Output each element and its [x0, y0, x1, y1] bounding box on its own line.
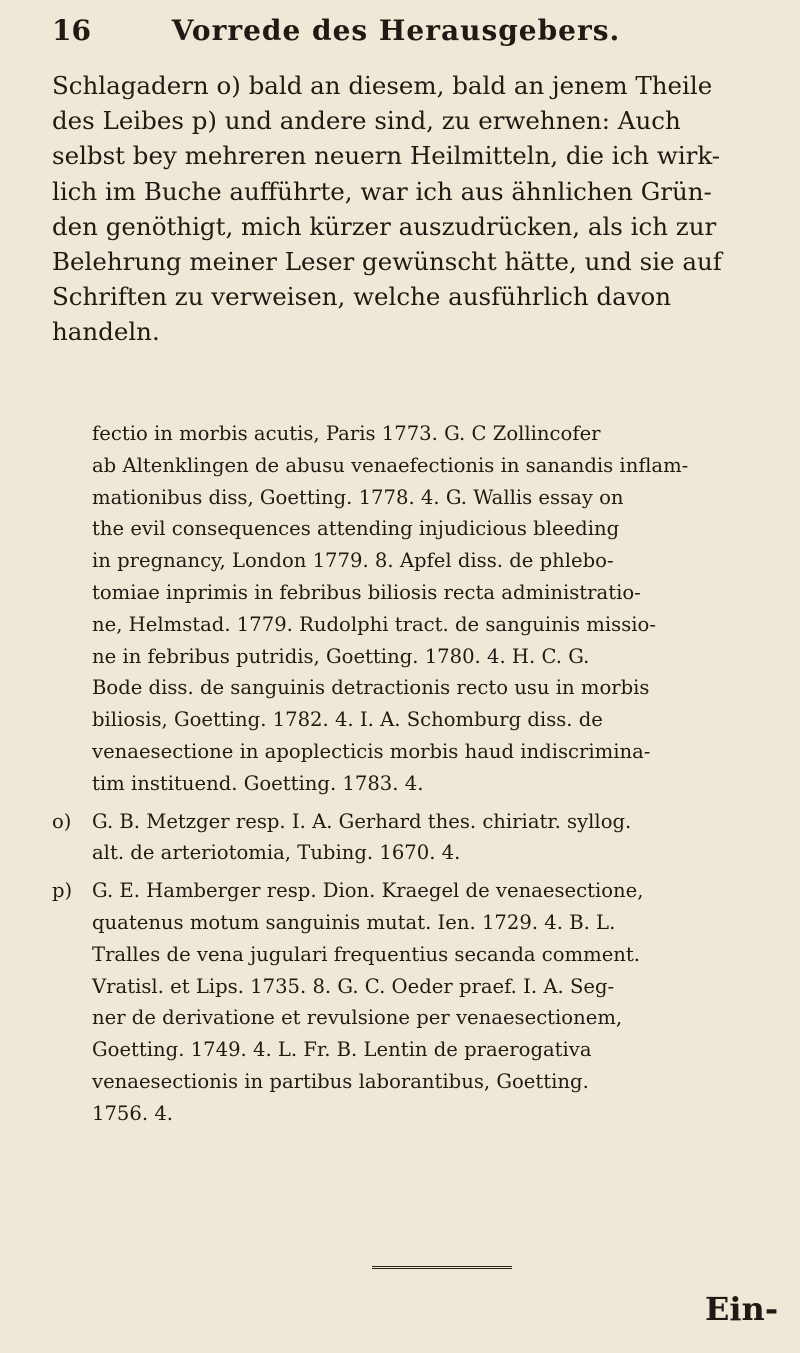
- footnote-line: ne in febribus putridis, Goetting. 1780. 4. H. C. G.: [92, 644, 590, 668]
- main-text: [52, 68, 762, 350]
- footnote-continuation: [52, 418, 752, 800]
- footnote-line: tomiae inprimis in febribus biliosis recta administratio-: [92, 580, 641, 604]
- footnote-line: Goetting. 1749. 4. L. Fr. B. Lentin de praerogativa: [92, 1038, 592, 1062]
- text-line: lich im Buche aufführte, war ich aus ähnlichen Grün-: [52, 176, 712, 206]
- footnote-marker: o): [52, 809, 72, 833]
- footnote-p: [52, 875, 752, 1129]
- text-line: handeln.: [52, 317, 160, 347]
- footnote-marker: p): [52, 879, 73, 903]
- footnotes: [52, 418, 752, 1130]
- text-line: Schlagadern o) bald an diesem, bald an jenem Theile: [52, 71, 713, 100]
- footnote-o: [52, 806, 752, 870]
- footnote-line: ne, Helmstad. 1779. Rudolphi tract. de sanguinis missio-: [92, 612, 656, 636]
- text-line: Belehrung meiner Leser gewünscht hätte, und sie auf: [52, 247, 722, 277]
- text-line: des Leibes p) und andere sind, zu erwehnen: Auch: [52, 106, 681, 136]
- footnote-line: quatenus motum sanguinis mutat. Ien. 1729. 4. B. L.: [92, 910, 616, 934]
- footnote-line: venaesectione in apoplecticis morbis haud indiscrimina-: [92, 739, 651, 763]
- footnote-line: biliosis, Goetting. 1782. 4. I. A. Schomburg diss. de: [92, 708, 603, 732]
- text-line: Schriften zu verweisen, welche ausführlich davon: [52, 282, 672, 312]
- footnote-line: fectio in morbis acutis, Paris 1773. G. C Zollincofer: [92, 422, 601, 445]
- text-line: den genöthigt, mich kürzer auszudrücken, als ich zur: [52, 211, 717, 241]
- page-number: 16: [52, 14, 91, 47]
- text-line: selbst bey mehreren neuern Heilmitteln, die ich wirk-: [52, 141, 721, 171]
- footnote-line: in pregnancy, London 1779. 8. Apfel diss. de phlebo-: [92, 549, 614, 573]
- footnote-line: ner de derivatione et revulsione per venaesectionem,: [92, 1006, 623, 1030]
- footnote-line: alt. de arteriotomia, Tubing. 1670. 4.: [92, 841, 461, 865]
- footnote-line: 1756. 4.: [92, 1101, 174, 1125]
- footnote-line: mationibus diss, Goetting. 1778. 4. G. Wallis essay on: [92, 485, 624, 509]
- catchword: Ein-: [705, 1290, 779, 1328]
- footnote-line: Tralles de vena jugulari frequentius secanda comment.: [92, 942, 641, 966]
- footnote-line: tim instituend. Goetting. 1783. 4.: [92, 771, 424, 795]
- footnote-line: Vratisl. et Lips. 1735. 8. G. C. Oeder praef. I. A. Seg-: [92, 974, 615, 998]
- footnote-line: venaesectionis in partibus laborantibus, Goetting.: [92, 1069, 589, 1093]
- footnote-line: Bode diss. de sanguinis detractionis recto usu in morbis: [92, 676, 650, 700]
- running-title: Vorrede des Herausgebers.: [171, 14, 621, 47]
- footnote-line: G. B. Metzger resp. I. A. Gerhard thes. chiriatr. syllog.: [92, 809, 632, 833]
- page-header: [52, 14, 740, 54]
- footnote-line: G. E. Hamberger resp. Dion. Kraegel de venaesectione,: [92, 879, 644, 903]
- section-divider: [372, 1266, 512, 1269]
- footnote-line: the evil consequences attending injudicious bleeding: [92, 517, 620, 541]
- footnote-line: ab Altenklingen de abusu venaefectionis in sanandis inflam-: [92, 453, 689, 477]
